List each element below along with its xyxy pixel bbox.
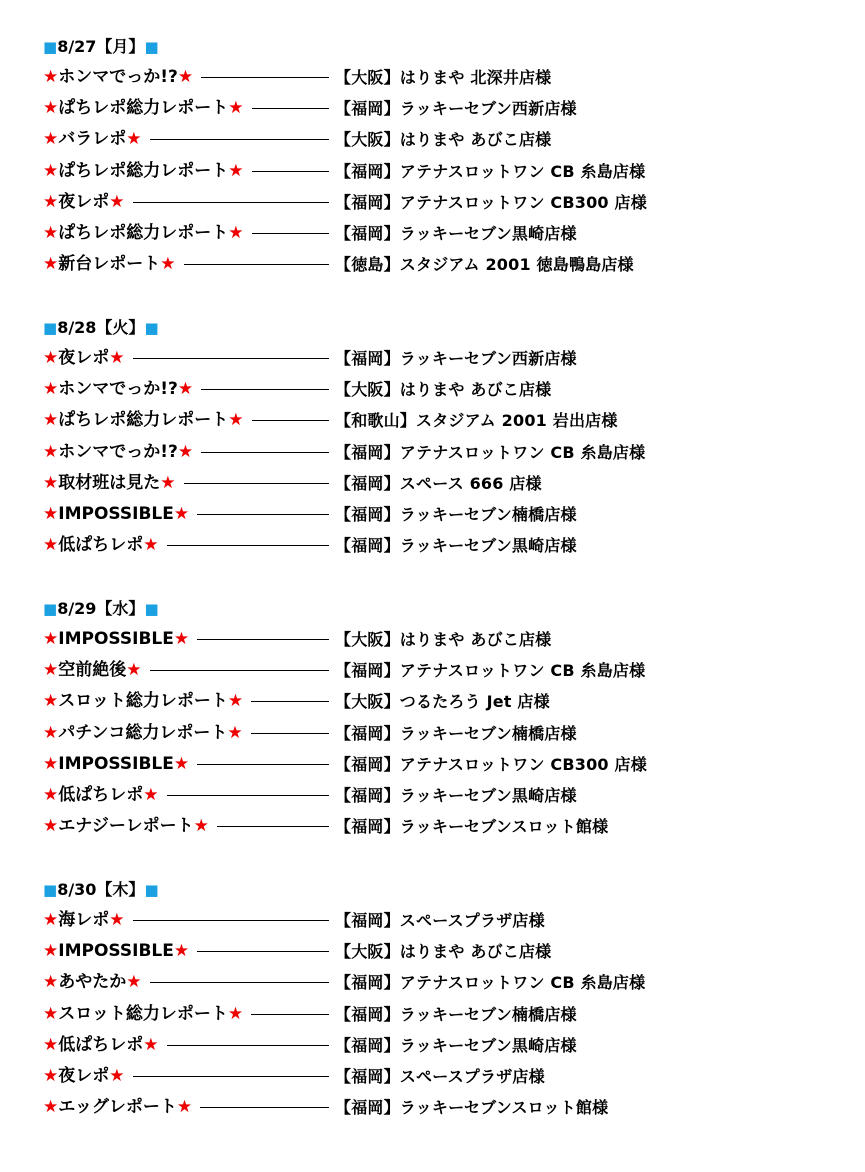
- star-icon: ★: [176, 1097, 193, 1118]
- star-icon: ★: [160, 254, 176, 275]
- schedule-row: [43, 718, 577, 749]
- venue-name: 【福岡】ラッキーセブン楠橋店様: [335, 723, 577, 743]
- square-icon: ■: [43, 881, 58, 899]
- day-header: [43, 874, 159, 905]
- leader-line: [252, 171, 329, 172]
- star-icon: ★: [43, 1097, 59, 1118]
- event-title: [43, 686, 243, 717]
- star-icon: ★: [126, 129, 142, 150]
- leader-line: [251, 733, 329, 734]
- schedule-row: [43, 249, 634, 280]
- event-title: [43, 936, 189, 967]
- event-name: 取材班は見た: [58, 472, 161, 493]
- star-icon: ★: [43, 129, 59, 150]
- event-name: ホンマでっか!?: [58, 441, 178, 462]
- star-icon: ★: [43, 816, 59, 837]
- event-name: 新台レポート: [58, 254, 161, 275]
- schedule-row: [43, 936, 552, 967]
- star-icon: ★: [43, 503, 59, 524]
- event-name: 低ぱちレポ: [58, 1034, 144, 1055]
- event-name: ホンマでっか!?: [58, 379, 178, 400]
- event-title: [43, 1061, 125, 1092]
- event-title: [43, 1092, 192, 1123]
- star-icon: ★: [173, 941, 190, 962]
- leader-line: [200, 1107, 329, 1108]
- venue-name: 【福岡】ラッキーセブン西新店様: [335, 349, 577, 368]
- square-icon: ■: [43, 319, 58, 337]
- day-date: 8/28【火】: [57, 318, 145, 337]
- venue-name: 【和歌山】スタジアム 2001 岩出店様: [335, 411, 618, 431]
- venue-name: 【大阪】はりまや あびこ店様: [335, 630, 552, 649]
- star-icon: ★: [43, 972, 59, 993]
- event-name: IMPOSSIBLE: [58, 503, 174, 524]
- star-icon: ★: [228, 410, 244, 431]
- star-icon: ★: [43, 535, 59, 556]
- leader-line: [197, 951, 329, 952]
- star-icon: ★: [43, 98, 59, 119]
- leader-line: [252, 233, 329, 234]
- star-icon: ★: [173, 503, 190, 524]
- venue-name: 【福岡】ラッキーセブン黒崎店様: [335, 536, 577, 556]
- star-icon: ★: [143, 535, 159, 556]
- schedule-row: [43, 530, 577, 561]
- event-name: 低ぱちレポ: [58, 535, 144, 556]
- day-header: [43, 312, 159, 343]
- star-icon: ★: [109, 1065, 125, 1086]
- star-icon: ★: [43, 753, 59, 774]
- leader-line: [251, 1014, 329, 1015]
- venue-name: 【大阪】はりまや 北深井店様: [335, 68, 552, 87]
- event-title: [43, 624, 189, 655]
- star-icon: ★: [227, 722, 243, 743]
- star-icon: ★: [160, 472, 176, 493]
- star-icon: ★: [227, 691, 244, 712]
- venue-name: 【大阪】はりまや あびこ店様: [335, 380, 552, 400]
- event-title: [43, 93, 244, 124]
- schedule-row: [43, 499, 577, 530]
- star-icon: ★: [177, 67, 194, 87]
- event-title: [43, 749, 189, 780]
- schedule-row: [43, 343, 577, 374]
- event-title: [43, 343, 125, 374]
- day-date: 8/29【水】: [57, 599, 145, 618]
- schedule-row: [43, 156, 646, 187]
- event-name: スロット総力レポート: [58, 1003, 228, 1024]
- star-icon: ★: [109, 910, 125, 930]
- event-title: [43, 999, 243, 1030]
- schedule-row: [43, 93, 577, 124]
- leader-line: [252, 420, 329, 421]
- star-icon: ★: [126, 972, 142, 993]
- leader-line: [133, 358, 329, 359]
- venue-name: 【福岡】アテナスロットワン CB300 店様: [335, 754, 647, 774]
- star-icon: ★: [43, 660, 59, 681]
- star-icon: ★: [173, 753, 190, 774]
- venue-name: 【福岡】ラッキーセブンスロット館様: [335, 817, 609, 837]
- event-name: パチンコ総力レポート: [58, 722, 228, 743]
- day-block: [43, 312, 646, 561]
- schedule-row: [43, 187, 647, 218]
- leader-line: [217, 826, 329, 827]
- star-icon: ★: [143, 784, 159, 805]
- venue-name: 【福岡】アテナスロットワン CB 糸島店様: [335, 161, 646, 181]
- event-name: ホンマでっか!?: [58, 67, 178, 87]
- event-title: [43, 218, 244, 249]
- event-title: [43, 530, 159, 561]
- square-icon: ■: [144, 38, 159, 56]
- leader-line: [197, 639, 329, 640]
- leader-line: [133, 1076, 329, 1077]
- event-title: [43, 187, 125, 218]
- leader-line: [133, 202, 329, 203]
- square-icon: ■: [43, 38, 58, 56]
- venue-name: 【福岡】スペースプラザ店様: [335, 1066, 545, 1086]
- venue-name: 【福岡】スペースプラザ店様: [335, 911, 545, 930]
- event-name: IMPOSSIBLE: [58, 629, 174, 649]
- event-title: [43, 1030, 159, 1061]
- star-icon: ★: [143, 1034, 159, 1055]
- leader-line: [167, 545, 329, 546]
- star-icon: ★: [43, 910, 59, 930]
- schedule-row: [43, 780, 577, 811]
- venue-name: 【福岡】アテナスロットワン CB 糸島店様: [335, 442, 646, 462]
- event-title: [43, 905, 125, 936]
- star-icon: ★: [177, 441, 194, 462]
- square-icon: ■: [43, 600, 58, 618]
- event-title: [43, 468, 176, 499]
- event-name: ぱちレポ総力レポート: [58, 98, 229, 119]
- square-icon: ■: [144, 319, 159, 337]
- square-icon: ■: [144, 600, 159, 618]
- star-icon: ★: [43, 254, 59, 275]
- venue-name: 【徳島】スタジアム 2001 徳島鴨島店様: [335, 255, 634, 275]
- event-name: 空前絶後: [58, 660, 127, 681]
- star-icon: ★: [228, 160, 244, 181]
- event-title: [43, 499, 189, 530]
- schedule-row: [43, 468, 542, 499]
- venue-name: 【福岡】ラッキーセブン黒崎店様: [335, 223, 577, 243]
- event-title: [43, 718, 243, 749]
- venue-name: 【福岡】ラッキーセブン楠橋店様: [335, 1004, 577, 1024]
- venue-name: 【福岡】ラッキーセブン西新店様: [335, 99, 577, 119]
- star-icon: ★: [43, 67, 59, 87]
- star-icon: ★: [109, 191, 125, 212]
- event-name: バラレポ: [58, 129, 127, 150]
- star-icon: ★: [177, 379, 194, 400]
- star-icon: ★: [43, 1003, 59, 1024]
- schedule-row: [43, 905, 545, 936]
- venue-name: 【福岡】スペース 666 店様: [335, 473, 542, 493]
- leader-line: [201, 77, 329, 78]
- venue-name: 【福岡】アテナスロットワン CB 糸島店様: [335, 661, 646, 681]
- event-name: あやたか: [58, 972, 127, 993]
- day-date: 8/30【木】: [57, 880, 145, 899]
- event-name: エナジーレポート: [58, 816, 194, 837]
- schedule-row: [43, 218, 577, 249]
- schedule-row: [43, 624, 552, 655]
- leader-line: [201, 389, 329, 390]
- leader-line: [184, 483, 329, 484]
- venue-name: 【大阪】はりまや あびこ店様: [335, 942, 552, 962]
- event-title: [43, 374, 193, 405]
- leader-line: [150, 139, 329, 140]
- leader-line: [184, 264, 329, 265]
- venue-name: 【福岡】ラッキーセブン楠橋店様: [335, 504, 577, 524]
- venue-name: 【福岡】アテナスロットワン CB300 店様: [335, 192, 647, 212]
- star-icon: ★: [173, 629, 190, 649]
- day-block: [43, 874, 646, 1123]
- star-icon: ★: [109, 348, 125, 368]
- event-name: ぱちレポ総力レポート: [58, 410, 229, 431]
- schedule-row: [43, 967, 646, 998]
- schedule-row: [43, 374, 552, 405]
- schedule-row: [43, 62, 552, 93]
- schedule-row: [43, 1092, 609, 1123]
- event-name: 夜レポ: [58, 191, 110, 212]
- event-title: [43, 655, 142, 686]
- star-icon: ★: [43, 191, 59, 212]
- schedule-row: [43, 437, 646, 468]
- event-name: エッグレポート: [58, 1097, 177, 1118]
- event-name: ぱちレポ総力レポート: [58, 160, 229, 181]
- schedule-row: [43, 124, 552, 155]
- day-header: [43, 31, 159, 62]
- schedule-row: [43, 1030, 577, 1061]
- event-name: 海レポ: [58, 910, 110, 930]
- star-icon: ★: [126, 660, 142, 681]
- venue-name: 【福岡】ラッキーセブン黒崎店様: [335, 1035, 577, 1055]
- leader-line: [201, 452, 329, 453]
- event-title: [43, 249, 176, 280]
- event-name: 低ぱちレポ: [58, 784, 144, 805]
- event-name: 夜レポ: [58, 348, 110, 368]
- star-icon: ★: [43, 472, 59, 493]
- star-icon: ★: [228, 222, 244, 243]
- square-icon: ■: [144, 881, 159, 899]
- schedule-row: [43, 999, 577, 1030]
- venue-name: 【大阪】はりまや あびこ店様: [335, 130, 552, 150]
- leader-line: [150, 982, 329, 983]
- schedule-row: [43, 655, 646, 686]
- schedule-row: [43, 686, 550, 717]
- event-name: IMPOSSIBLE: [58, 753, 174, 774]
- schedule-row: [43, 1061, 545, 1092]
- star-icon: ★: [43, 160, 59, 181]
- star-icon: ★: [43, 1034, 59, 1055]
- event-title: [43, 124, 142, 155]
- leader-line: [167, 1045, 329, 1046]
- leader-line: [150, 670, 329, 671]
- star-icon: ★: [43, 722, 59, 743]
- star-icon: ★: [43, 941, 59, 962]
- star-icon: ★: [43, 784, 59, 805]
- event-title: [43, 405, 244, 436]
- event-title: [43, 156, 244, 187]
- leader-line: [197, 514, 329, 515]
- star-icon: ★: [43, 1065, 59, 1086]
- event-name: IMPOSSIBLE: [58, 941, 174, 962]
- event-name: ぱちレポ総力レポート: [58, 222, 229, 243]
- star-icon: ★: [43, 629, 59, 649]
- star-icon: ★: [227, 1003, 244, 1024]
- venue-name: 【福岡】ラッキーセブン黒崎店様: [335, 785, 577, 805]
- star-icon: ★: [43, 222, 59, 243]
- venue-name: 【福岡】ラッキーセブンスロット館様: [335, 1098, 609, 1118]
- leader-line: [167, 795, 329, 796]
- event-name: スロット総力レポート: [58, 691, 228, 712]
- schedule-row: [43, 405, 618, 436]
- star-icon: ★: [43, 441, 59, 462]
- star-icon: ★: [43, 379, 59, 400]
- day-date: 8/27【月】: [57, 37, 145, 56]
- venue-name: 【福岡】アテナスロットワン CB 糸島店様: [335, 973, 646, 993]
- schedule-row: [43, 749, 647, 780]
- event-title: [43, 811, 209, 842]
- schedule-row: [43, 811, 609, 842]
- star-icon: ★: [43, 348, 59, 368]
- star-icon: ★: [228, 98, 244, 119]
- leader-line: [252, 108, 329, 109]
- leader-line: [251, 701, 329, 702]
- venue-name: 【大阪】つるたろう Jet 店様: [335, 692, 550, 712]
- leader-line: [133, 920, 329, 921]
- day-block: [43, 593, 647, 842]
- event-name: 夜レポ: [58, 1065, 110, 1086]
- day-header: [43, 593, 159, 624]
- leader-line: [197, 764, 329, 765]
- star-icon: ★: [43, 691, 59, 712]
- event-title: [43, 62, 193, 93]
- event-title: [43, 780, 159, 811]
- star-icon: ★: [193, 816, 209, 837]
- day-block: [43, 31, 647, 280]
- event-title: [43, 967, 142, 998]
- star-icon: ★: [43, 410, 59, 431]
- event-title: [43, 437, 193, 468]
